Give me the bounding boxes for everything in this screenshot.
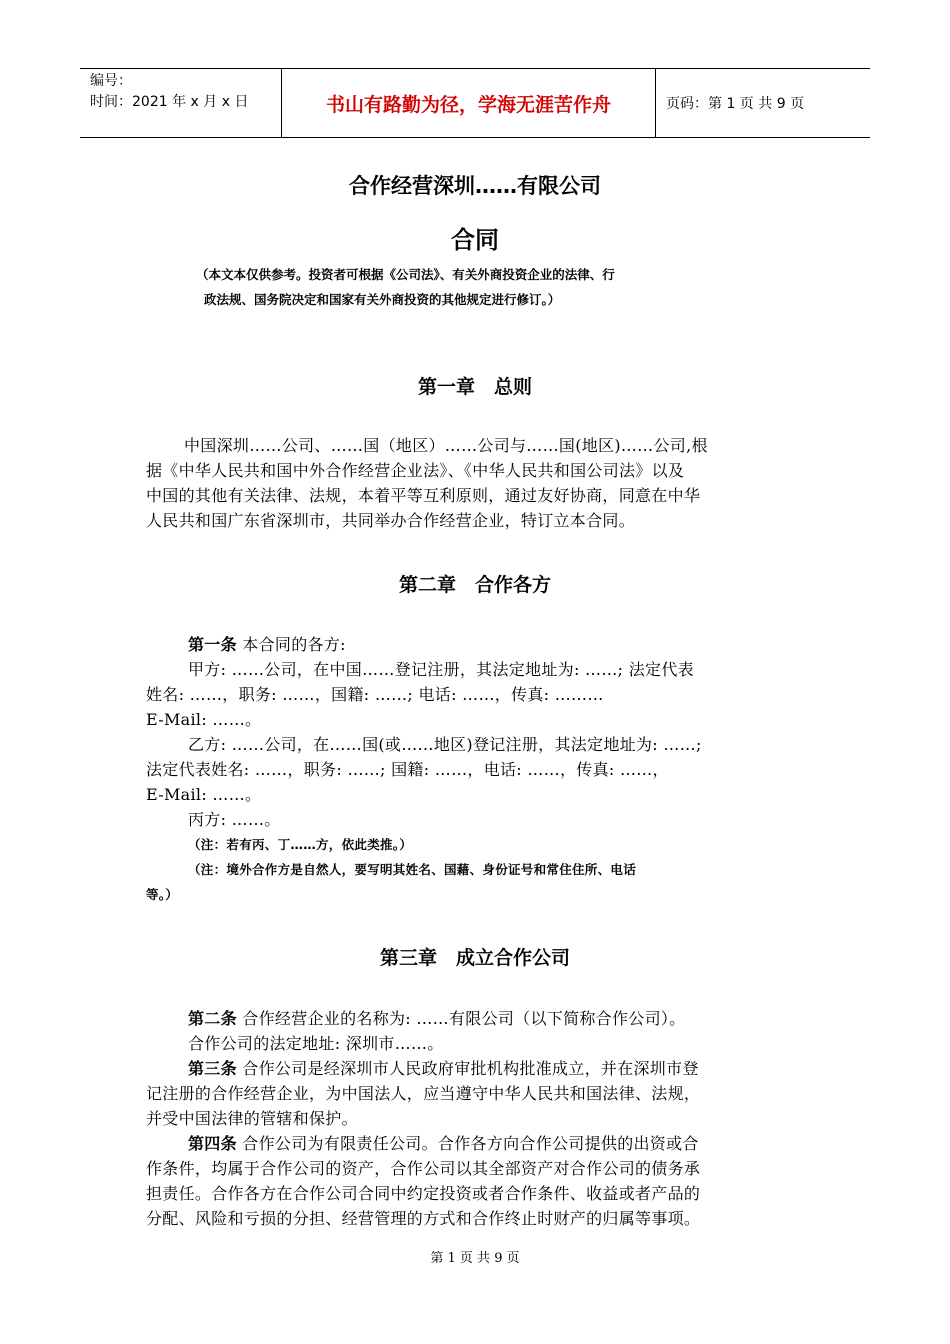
header-meta [80,69,282,137]
text-line: 并受中国法律的管辖和保护。 [146,1109,358,1128]
page-footer: 第 1 页 共 9 页 [430,1251,520,1266]
article-text: 合作公司为有限责任公司。合作各方向合作公司提供的出资或合 [236,1134,699,1153]
number-label: 编号： [90,73,132,89]
text-line: E-Mail: ……。 [146,710,262,729]
document-header [80,68,870,138]
chapter-heading: 第三章 成立合作公司 [379,947,570,969]
text-line: 丙方: ……。 [188,810,281,829]
intro-note-line: （本文本仅供参考。投资者可根据《公司法》、有关外商投资企业的法律、行 [196,267,615,282]
note-line: （注：若有丙、丁……方，依此类推。） [188,837,413,852]
article-line [146,1006,806,1031]
article-line [146,1056,806,1081]
article-line [146,632,806,657]
text-line: 合作公司的法定地址: 深圳市……。 [188,1034,444,1053]
article-text: 合作公司是经深圳市人民政府审批机构批准成立，并在深圳市登 [236,1059,699,1078]
text-line: 分配、风险和亏损的分担、经营管理的方式和合作终止时财产的归属等事项。 [146,1209,701,1228]
note-line: （注：境外合作方是自然人，要写明其姓名、国藉、身份证号和常住住所、电话 [188,862,637,877]
text-line: 法定代表姓名: ……，职务: ……; 国籍: ……，电话: ……，传真: ……， [146,760,669,779]
text-line: 甲方: ……公司，在中国……登记注册，其法定地址为: ……; 法定代表 [188,660,694,679]
article-label: 第二条 [188,1009,237,1028]
intro-note-line: 政法规、国务院决定和国家有关外商投资的其他规定进行修订。） [204,292,561,307]
header-motto: 书山有路勤为径，学海无涯苦作舟 [282,69,656,137]
document-title: 合作经营深圳……有限公司 [349,174,601,198]
article-label: 第三条 [188,1059,237,1078]
text-line: 乙方: ……公司，在……国(或……地区)登记注册，其法定地址为: ……; [188,735,702,754]
article-text: 合作经营企业的名称为: ……有限公司（以下简称合作公司）。 [236,1009,686,1028]
text-line: 记注册的合作经营企业，为中国法人，应当遵守中华人民共和国法律、法规， [146,1084,701,1103]
article-line [146,1131,806,1156]
article-label: 第四条 [188,1134,237,1153]
time-label: 时间：2021 年 x 月 x 日 [90,94,249,110]
intro-note [190,262,770,312]
text-line: 据《中华人民共和国中外合作经营企业法》、《中华人民共和国公司法》以及 [146,461,685,480]
document-subtitle: 合同 [451,226,499,254]
text-line: 姓名: ……，职务: ……，国籍: ……; 电话: ……，传真: ……… [146,685,604,704]
text-line: 担责任。合作各方在合作公司合同中约定投资或者合作条件、收益或者产品的 [146,1184,701,1203]
header-page-info: 页码：第 1 页 共 9 页 [666,96,805,112]
chapter1-paragraph [146,433,806,533]
chapter3-body [146,1006,806,1231]
text-line: 中国深圳……公司、……国（地区）……公司与……国(地区)……公司,根 [184,436,708,455]
article-text: 本合同的各方: [236,635,346,654]
article-label: 第一条 [188,635,237,654]
note-line: 等。） [146,887,179,902]
chapter-heading: 第二章 合作各方 [398,574,551,596]
text-line: 人民共和国广东省深圳市，共同举办合作经营企业，特订立本合同。 [146,511,636,530]
text-line: E-Mail: ……。 [146,785,262,804]
chapter-heading: 第一章 总则 [417,376,532,398]
text-line: 中国的其他有关法律、法规，本着平等互利原则，通过友好协商，同意在中华 [146,486,701,505]
text-line: 作条件，均属于合作公司的资产，合作公司以其全部资产对合作公司的债务承 [146,1159,701,1178]
chapter2-body [146,632,806,907]
